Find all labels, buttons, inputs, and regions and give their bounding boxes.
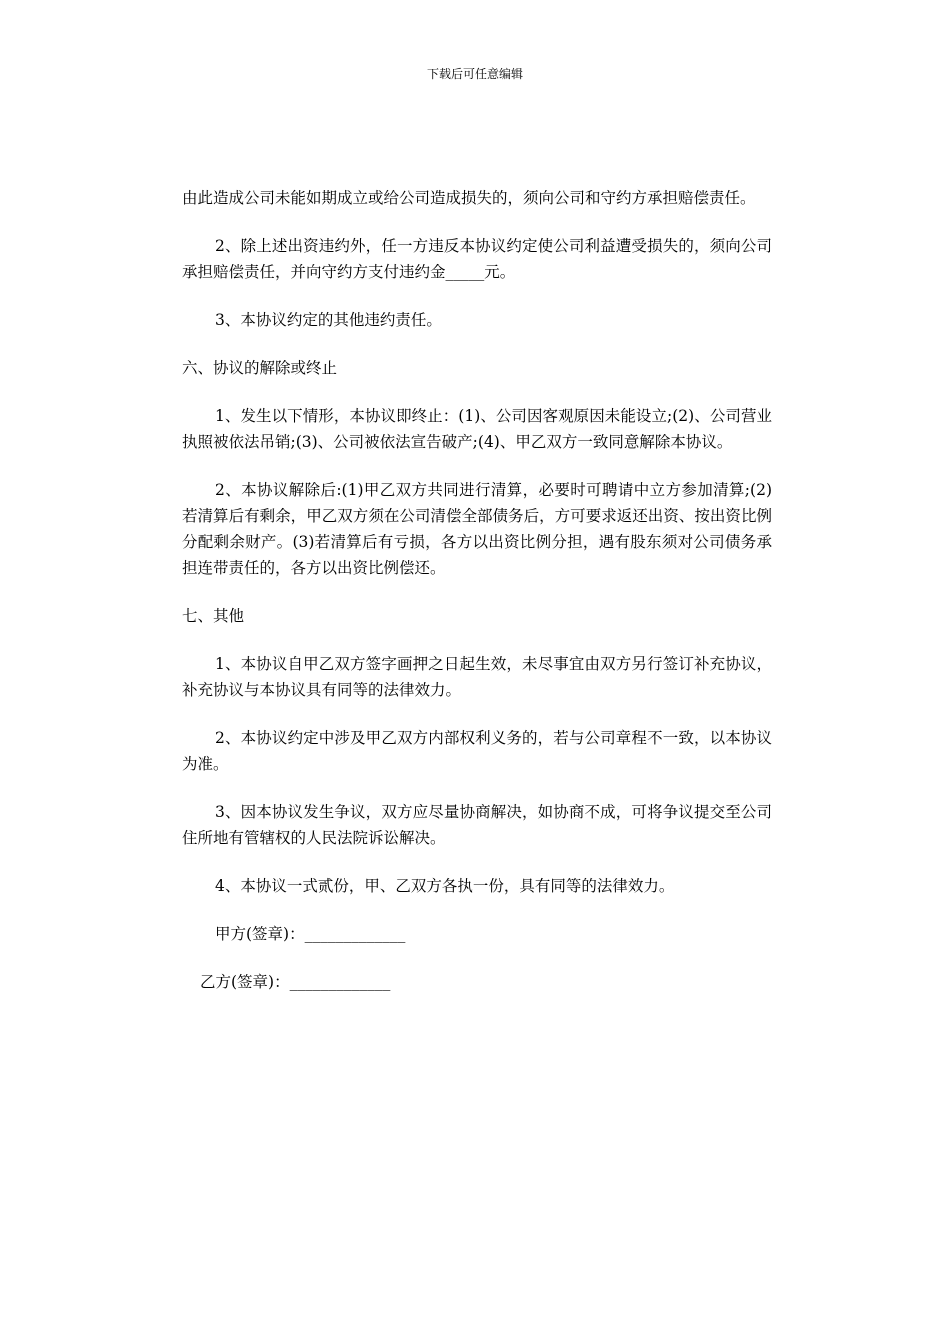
paragraph-termination-2: 2、本协议解除后:(1)甲乙双方共同进行清算，必要时可聘请中立方参加清算;(2)若清算后有剩余，甲乙双方须在公司清偿全部债务后，方可要求返还出资、按出资比例分配剩余财产。(3)若清算后有亏损，各方以出资比例分担，遇有股东须对公司债务承担连带责任的，各方以出资比例偿还。 [182,481,772,577]
paragraph-liability-2: 2、除上述出资违约外，任一方违反本协议约定使公司利益遭受损失的，须向公司承担赔偿责任，并向守约方支付违约金_____元。 [182,237,772,281]
document-body [182,185,772,995]
signature-party-a: 甲方(签章)：_____________ [215,925,406,943]
page-header: 下载后可任意编辑 [426,67,523,81]
paragraph-other-2: 2、本协议约定中涉及甲乙双方内部权利义务的，若与公司章程不一致，以本协议为准。 [182,729,772,773]
paragraph-other-4: 4、本协议一式贰份，甲、乙双方各执一份，具有同等的法律效力。 [215,877,675,895]
signature-party-b: 乙方(签章)：_____________ [200,973,391,991]
paragraph-other-3: 3、因本协议发生争议，双方应尽量协商解决，如协商不成，可将争议提交至公司住所地有管辖权的人民法院诉讼解决。 [182,803,772,847]
section-heading-termination: 六、协议的解除或终止 [182,359,338,377]
paragraph-liability-3: 3、本协议约定的其他违约责任。 [215,311,442,329]
paragraph-termination-1: 1、发生以下情形，本协议即终止：(1)、公司因客观原因未能设立;(2)、公司营业执照被依法吊销;(3)、公司被依法宣告破产;(4)、甲乙双方一致同意解除本协议。 [182,407,772,451]
section-heading-other: 七、其他 [182,607,245,625]
paragraph-other-1: 1、本协议自甲乙双方签字画押之日起生效，未尽事宜由双方另行签订补充协议，补充协议与本协议具有同等的法律效力。 [182,655,772,699]
paragraph-liability-continued: 由此造成公司未能如期成立或给公司造成损失的，须向公司和守约方承担赔偿责任。 [182,189,756,207]
